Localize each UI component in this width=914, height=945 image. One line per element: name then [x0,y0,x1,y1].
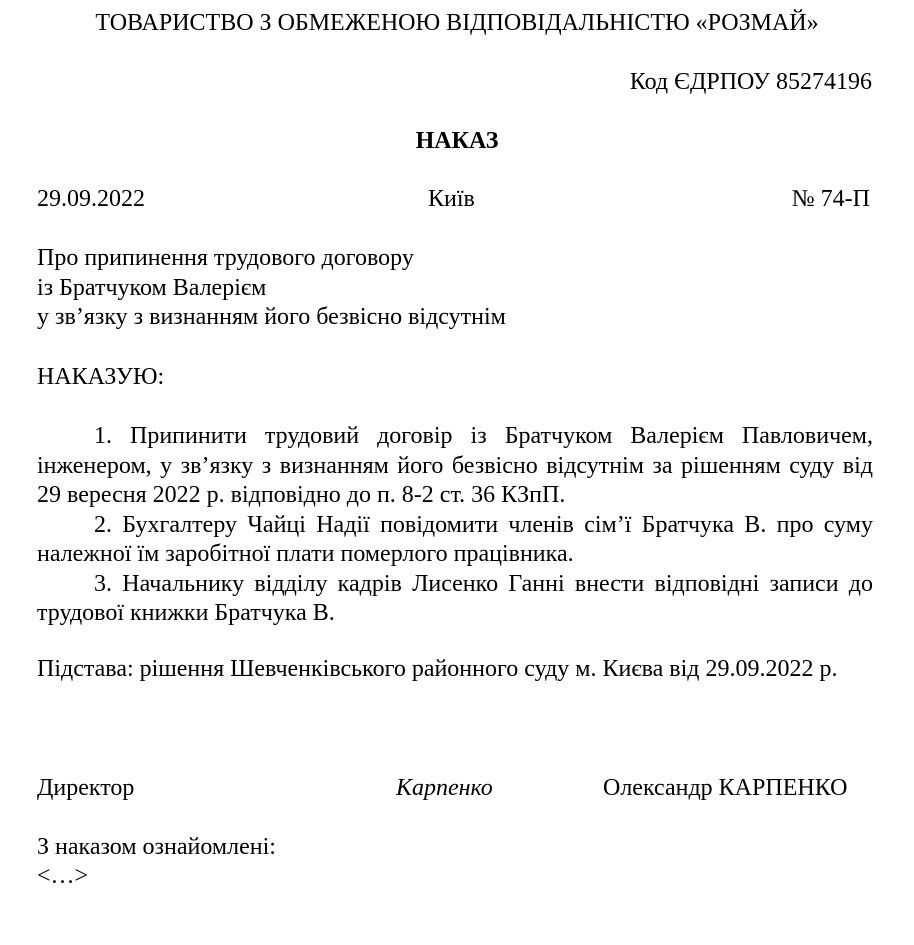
subject-line: із Братчуком Валерієм [37,274,267,301]
edrpou-code: Код ЄДРПОУ 85274196 [629,69,872,95]
order-basis: Підстава: рішення Шевченківського районного суду м. Києва від 29.09.2022 р. [37,656,838,682]
document-title: НАКАЗ [415,128,499,154]
order-items [37,422,873,629]
order-item: 3. Начальнику відділу кадрів Лисенко Ганні внести відповідні записи до трудової книжки Братчука В. [37,570,873,626]
order-city: Київ [428,186,475,212]
signatory-position: Директор [37,775,135,801]
acquaintance-value: <…> [37,863,89,889]
subject-line: у зв’язку з визнанням його безвісно відсутнім [37,304,506,330]
acquaintance-label: З наказом ознайомлені: [37,834,276,860]
order-item: 2. Бухгалтеру Чайці Надії повідомити членів сім’ї Братчука В. про суму належної їм заробітної плати померлого працівника. [37,511,873,567]
company-name: ТОВАРИСТВО З ОБМЕЖЕНОЮ ВІДПОВІДАЛЬНІСТЮ «РОЗМАЙ» [95,10,819,36]
order-word: НАКАЗУЮ: [37,364,165,390]
order-number: № 74-П [791,186,870,212]
order-item: 1. Припинити трудовий договір із Братчуком Валерієм Павловичем, інженером, у зв’язку з визнанням його безвісно відсутнім за рішенням суду від 29 вересня 2022 р. відповідно до п. 8-2 ст. 36 КЗпП. [37,423,873,508]
signatory-name: Олександр КАРПЕНКО [603,775,848,801]
order-subject [37,244,506,333]
subject-line: Про припинення трудового договору [37,245,414,271]
signature: Карпенко [396,775,493,801]
order-date: 29.09.2022 [37,186,145,212]
